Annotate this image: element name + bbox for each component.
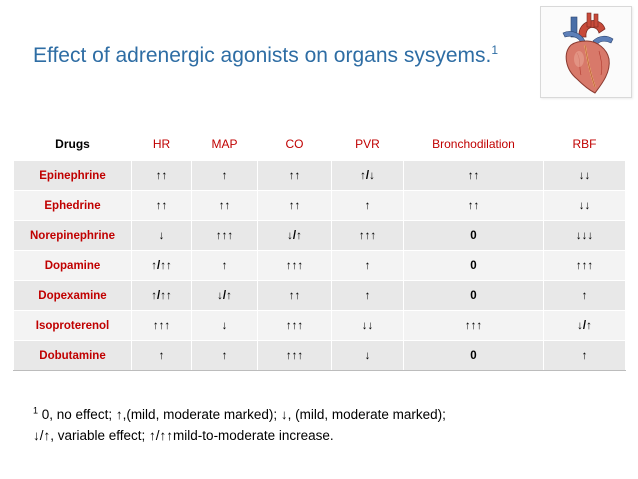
- heart-anatomy-image: [540, 6, 632, 98]
- bronchodilation-cell: ↑↑↑: [404, 311, 544, 341]
- header-hr: HR: [132, 128, 192, 161]
- rbf-cell: ↓/↑: [544, 311, 626, 341]
- hr-cell: ↑↑: [132, 191, 192, 221]
- co-cell: ↑↑: [258, 191, 332, 221]
- table-row: [14, 161, 626, 191]
- hr-cell: ↑/↑↑: [132, 251, 192, 281]
- footnote: [33, 404, 593, 446]
- bronchodilation-cell: 0: [404, 281, 544, 311]
- slide-title-text: Effect of adrenergic agonists on organs sysyems.: [33, 44, 492, 67]
- slide-title: [33, 44, 498, 68]
- pvr-cell: ↓↓: [332, 311, 404, 341]
- header-map: MAP: [192, 128, 258, 161]
- drug-name-cell: Epinephrine: [14, 161, 132, 191]
- pvr-cell: ↑↑↑: [332, 221, 404, 251]
- rbf-cell: ↓↓: [544, 191, 626, 221]
- table-row: [14, 251, 626, 281]
- map-cell: ↑: [192, 341, 258, 371]
- drug-name-cell: Dopexamine: [14, 281, 132, 311]
- hr-cell: ↑↑↑: [132, 311, 192, 341]
- bronchodilation-cell: ↑↑: [404, 161, 544, 191]
- rbf-cell: ↓↓: [544, 161, 626, 191]
- table-row: [14, 281, 626, 311]
- co-cell: ↑↑↑: [258, 341, 332, 371]
- rbf-cell: ↓↓↓: [544, 221, 626, 251]
- map-cell: ↑: [192, 161, 258, 191]
- drug-effects-table: [13, 127, 626, 371]
- table-row: [14, 191, 626, 221]
- rbf-cell: ↑↑↑: [544, 251, 626, 281]
- table-row: [14, 341, 626, 371]
- table-header-row: [14, 128, 626, 161]
- rbf-cell: ↑: [544, 281, 626, 311]
- header-bronchodilation: Bronchodilation: [404, 128, 544, 161]
- drug-name-cell: Dopamine: [14, 251, 132, 281]
- pvr-cell: ↑: [332, 251, 404, 281]
- bronchodilation-cell: ↑↑: [404, 191, 544, 221]
- drug-name-cell: Dobutamine: [14, 341, 132, 371]
- table-row: [14, 311, 626, 341]
- drug-name-cell: Ephedrine: [14, 191, 132, 221]
- footnote-line-1: [33, 404, 593, 425]
- hr-cell: ↓: [132, 221, 192, 251]
- co-cell: ↑↑↑: [258, 251, 332, 281]
- drug-name-cell: Norepinephrine: [14, 221, 132, 251]
- map-cell: ↑↑↑: [192, 221, 258, 251]
- map-cell: ↓/↑: [192, 281, 258, 311]
- co-cell: ↑↑: [258, 161, 332, 191]
- drug-name-cell: Isoproterenol: [14, 311, 132, 341]
- footnote-line-2: ↓/↑, variable effect; ↑/↑↑mild-to-moderate increase.: [33, 428, 334, 443]
- bronchodilation-cell: 0: [404, 341, 544, 371]
- title-footnote-marker: 1: [491, 43, 499, 57]
- hr-cell: ↑: [132, 341, 192, 371]
- table-row: [14, 221, 626, 251]
- co-cell: ↓/↑: [258, 221, 332, 251]
- hr-cell: ↑/↑↑: [132, 281, 192, 311]
- co-cell: ↑↑: [258, 281, 332, 311]
- header-co: CO: [258, 128, 332, 161]
- map-cell: ↓: [192, 311, 258, 341]
- footnote-line-1-text: 0, no effect; ↑,(mild, moderate marked); ↓, (mild, moderate marked);: [38, 407, 446, 422]
- pvr-cell: ↑: [332, 191, 404, 221]
- header-rbf: RBF: [544, 128, 626, 161]
- footnote-marker: 1: [33, 405, 39, 416]
- pvr-cell: ↑/↓: [332, 161, 404, 191]
- map-cell: ↑: [192, 251, 258, 281]
- header-drugs: Drugs: [14, 128, 132, 161]
- co-cell: ↑↑↑: [258, 311, 332, 341]
- heart-icon: [541, 7, 631, 97]
- bronchodilation-cell: 0: [404, 251, 544, 281]
- rbf-cell: ↑: [544, 341, 626, 371]
- hr-cell: ↑↑: [132, 161, 192, 191]
- map-cell: ↑↑: [192, 191, 258, 221]
- pvr-cell: ↑: [332, 281, 404, 311]
- pvr-cell: ↓: [332, 341, 404, 371]
- bronchodilation-cell: 0: [404, 221, 544, 251]
- header-pvr: PVR: [332, 128, 404, 161]
